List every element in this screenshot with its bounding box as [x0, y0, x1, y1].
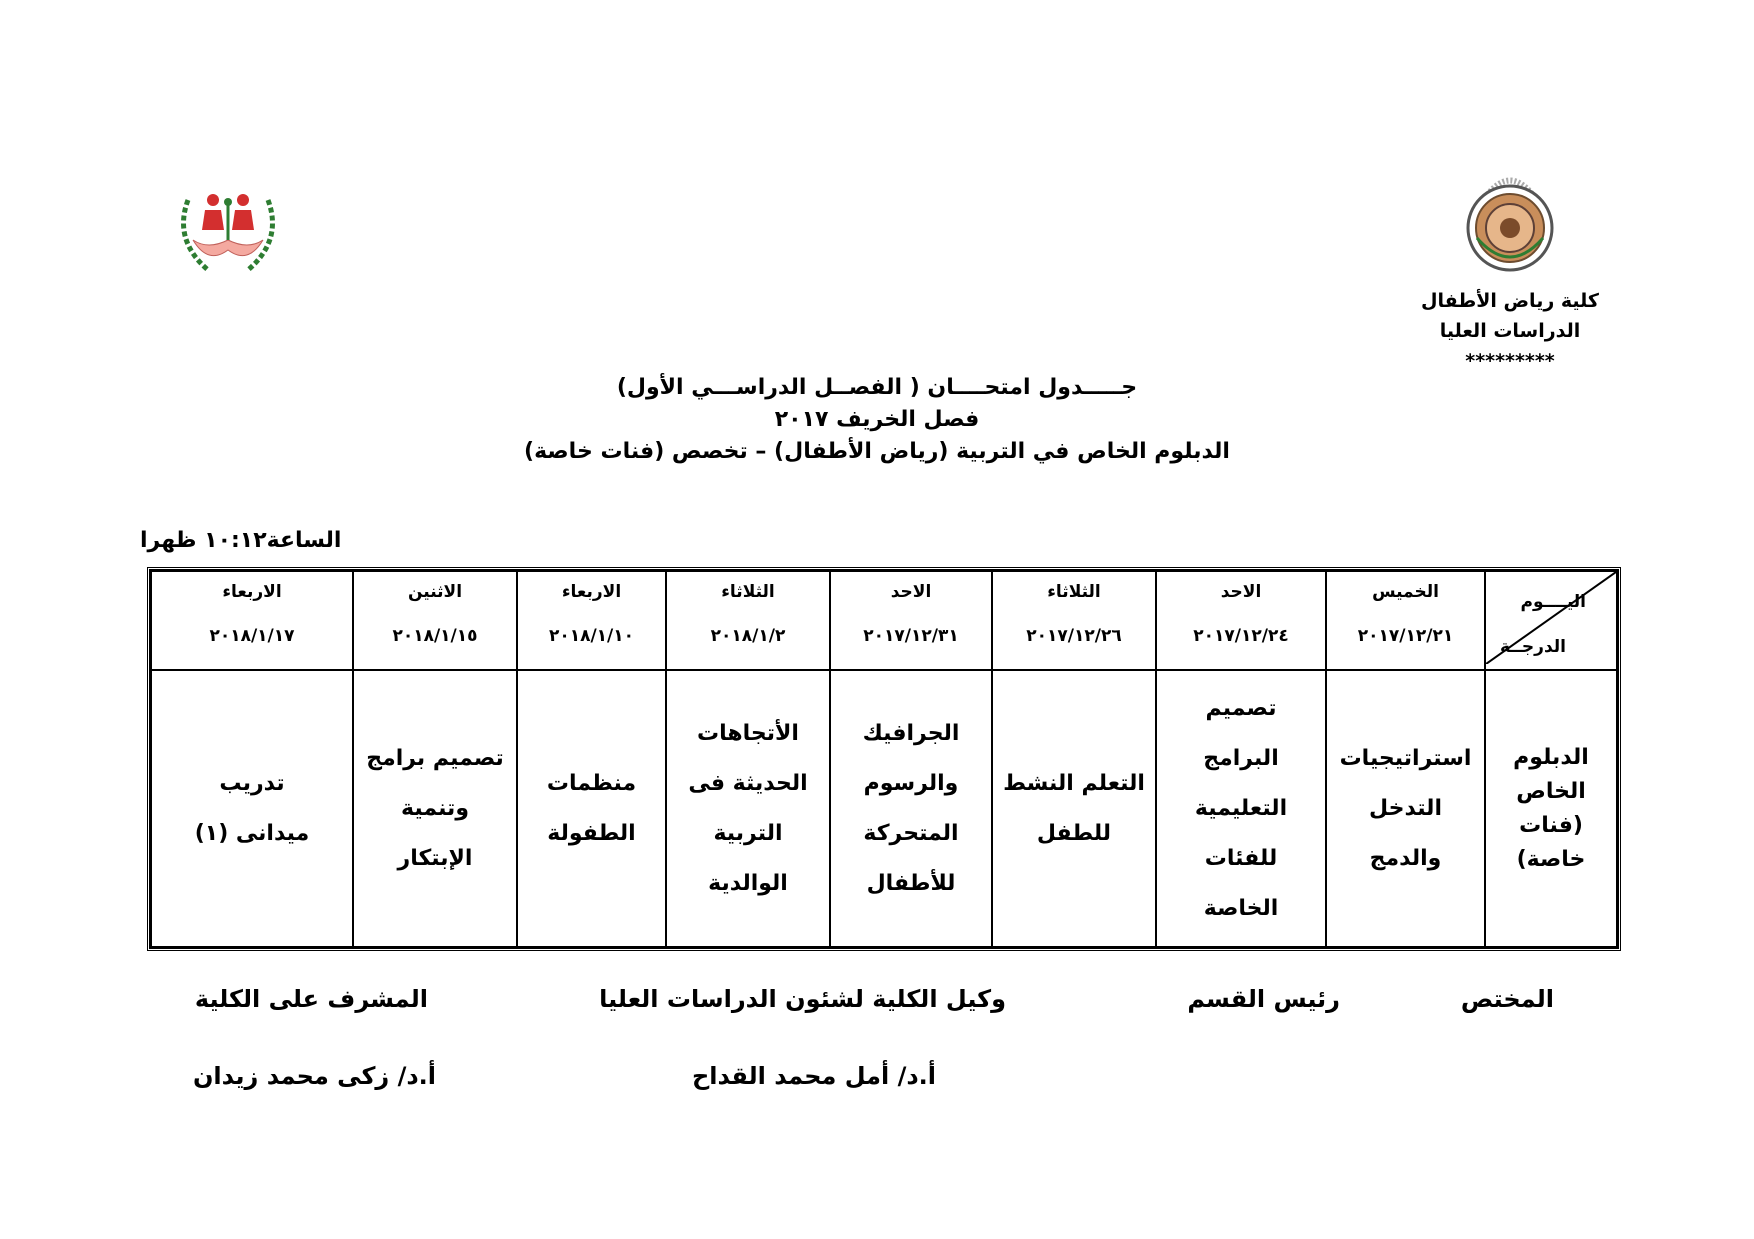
table-header-row — [151, 571, 1617, 670]
faculty-header — [1380, 170, 1640, 376]
exam-schedule-table — [147, 567, 1621, 951]
subject-name: التعلم النشط للطفل — [1003, 770, 1145, 846]
date-label: ٢٠١٨/١/١٥ — [392, 626, 478, 646]
subject-name: الجرافيك والرسوم المتحركة للأطفال — [862, 720, 960, 896]
day-label: الاحد — [890, 582, 932, 602]
subject-cell — [992, 670, 1156, 947]
day-label: الاربعاء — [561, 582, 622, 602]
day-label: الاثنين — [407, 582, 463, 602]
subject-cell — [830, 670, 992, 947]
day-label: الاحد — [1220, 582, 1262, 602]
header-stars: ********* — [1465, 350, 1555, 372]
title-line-1: جـــــدول امتحــــان ( الفصــل الدراســـي الأول) — [616, 375, 1138, 400]
corner-day-label: اليــــوم — [1520, 592, 1586, 612]
supervisor-name: أ.د/ زكى محمد زيدان — [192, 1062, 436, 1090]
corner-cell — [1485, 571, 1617, 670]
kindergarten-faculty-logo — [168, 170, 288, 285]
subject-cell — [151, 670, 353, 947]
corner-degree-label: الدرجــة — [1500, 637, 1566, 658]
subject-name: استراتيجيات التدخل والدمج — [1339, 745, 1472, 871]
signature-supervisor: المشرف على الكلية — [194, 985, 428, 1013]
subject-name: الأتجاهات الحديثة فى التربية الوالدية — [688, 720, 808, 896]
date-label: ٢٠١٨/١/١٠ — [548, 626, 635, 646]
day-label: الثلاثاء — [1047, 582, 1101, 602]
schedule-titles — [400, 372, 1354, 468]
date-label: ٢٠١٨/١/٢ — [710, 626, 786, 646]
header-cell — [151, 571, 353, 670]
header-cell — [1326, 571, 1485, 670]
title-line-2: فصل الخريف ٢٠١٧ — [774, 407, 980, 432]
date-label: ٢٠١٧/١٢/٣١ — [863, 626, 959, 646]
exam-time: الساعة١٠:١٢ ظهرا — [140, 528, 342, 553]
date-label: ٢٠١٧/١٢/٢٤ — [1193, 626, 1289, 646]
header-cell — [992, 571, 1156, 670]
signature-head-of-dept: رئيس القسم — [1187, 985, 1340, 1013]
subject-cell — [517, 670, 666, 947]
degree-name: الدبلوم الخاص (فنات خاصة) — [1513, 744, 1589, 872]
header-cell — [666, 571, 830, 670]
subject-name: تدريب ميدانى (١) — [194, 770, 310, 846]
subject-cell — [1326, 670, 1485, 947]
date-label: ٢٠١٨/١/١٧ — [209, 626, 295, 646]
signature-vice-dean: وكيل الكلية لشئون الدراسات العليا — [599, 985, 1006, 1013]
subject-cell — [1156, 670, 1326, 947]
header-cell — [353, 571, 517, 670]
day-label: الخميس — [1372, 582, 1439, 602]
header-cell — [1156, 571, 1326, 670]
subject-name: تصميم برامج وتنمية الإبتكار — [366, 745, 504, 871]
subject-name: تصميم البرامج التعليمية للفئات الخاصة — [1194, 695, 1288, 921]
subject-name: منظمات الطفولة — [546, 770, 637, 846]
table-body-row — [151, 670, 1617, 947]
date-label: ٢٠١٧/١٢/٢١ — [1357, 626, 1454, 646]
title-line-3: الدبلوم الخاص في التربية (رياض الأطفال) – تخصص (فنات خاصة) — [524, 439, 1230, 464]
faculty-name: كلية رياض الأطفال — [1421, 290, 1599, 312]
department-name: الدراسات العليا — [1439, 320, 1581, 342]
header-cell — [830, 571, 992, 670]
subject-cell — [353, 670, 517, 947]
header-cell — [517, 571, 666, 670]
degree-cell — [1485, 670, 1617, 947]
date-label: ٢٠١٧/١٢/٢٦ — [1026, 626, 1122, 646]
day-label: الثلاثاء — [721, 582, 775, 602]
subject-cell — [666, 670, 830, 947]
signature-specialist: المختص — [1460, 985, 1554, 1013]
day-label: الاربعاء — [222, 582, 282, 602]
vice-dean-name: أ.د/ أمل محمد القداح — [691, 1062, 936, 1090]
